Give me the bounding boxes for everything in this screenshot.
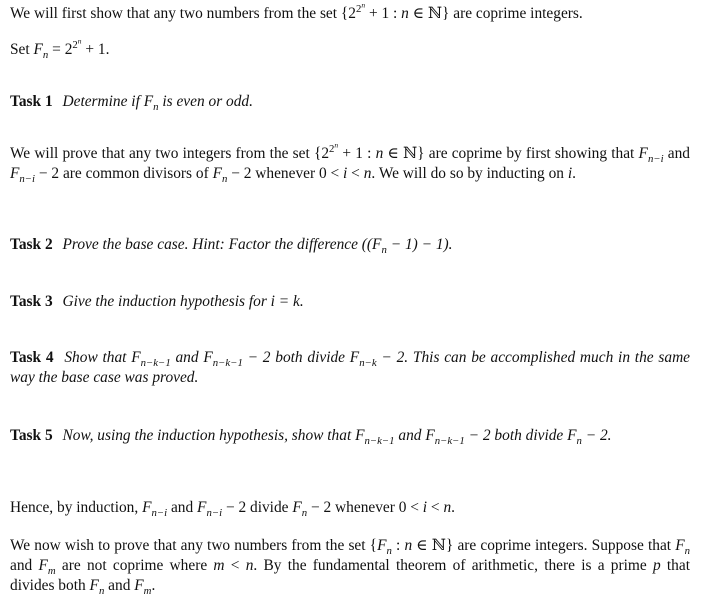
task-5: Task 5 Now, using the induction hypothesis, show that $F_{n-k-1}$ and $F_{n-k-1} - 2$ both divide $F_n - 2$. bbox=[10, 427, 612, 448]
task-2: Task 2 Prove the base case. Hint: Factor the difference $((F_n - 1) - 1)$. bbox=[10, 236, 453, 257]
coprime-paragraph: We now wish to prove that any two numbers from the set {$F_n$ : n ∈ ℕ} are coprime integers. Suppose that $F_n$ and $F_m$ are not coprime where m < n. By the fundamental theorem of arithmetic, there is a prime p that divides both $F_n$ and $F_m$. bbox=[10, 537, 690, 598]
task-1: Task 1 Determine if $F_n$ is even or odd. bbox=[10, 93, 253, 114]
task-5-label: Task 5 bbox=[10, 427, 53, 444]
task-2-label: Task 2 bbox=[10, 236, 53, 253]
task-4-label: Task 4 bbox=[10, 349, 54, 366]
conclusion-paragraph: Hence, by induction, $F_{n-i}$ and $F_{n-i} - 2$ divide $F_n - 2$ whenever 0 < i < n. bbox=[10, 499, 456, 520]
definition-paragraph: Set $F_n = 2^{2^n} + 1$. bbox=[10, 36, 110, 62]
task-4: Task 4 Show that $F_{n-k-1}$ and $F_{n-k-1} - 2$ both divide $F_{n-k} - 2$. This can be accomplished much in the same way the base case was proved. bbox=[10, 349, 691, 386]
task-3-label: Task 3 bbox=[10, 293, 53, 310]
task-1-label: Task 1 bbox=[10, 93, 53, 110]
induction-setup-paragraph: We will prove that any two integers from the set {$2^{2^n} + 1$ : n ∈ ℕ} are coprime by first showing that $F_{n-i}$ and $F_{n-i} - 2$ are common divisors of $F_n - 2$ whenever 0 < i < n. We will do so by inducting on i. bbox=[10, 140, 690, 186]
task-3: Task 3 Give the induction hypothesis for i = k. bbox=[10, 293, 304, 310]
intro-paragraph: We will first show that any two numbers from the set {$2^{2^n} + 1$ : n ∈ ℕ} are coprime integers. bbox=[10, 0, 583, 22]
